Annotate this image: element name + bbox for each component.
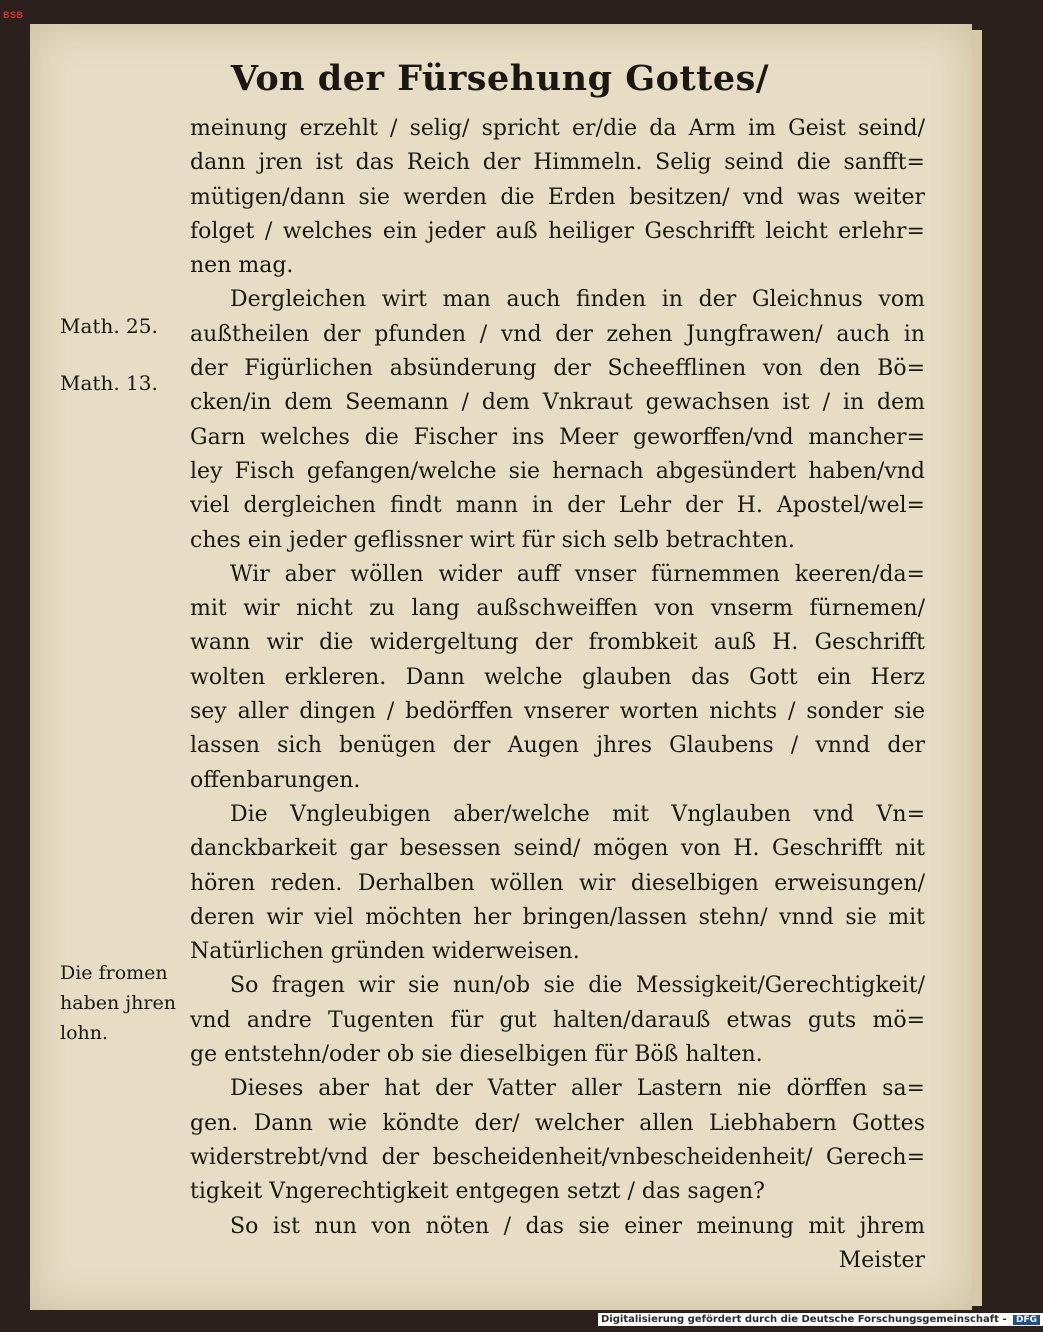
text-line: der Figürlichen absünderung der Scheefflinen von den Bö= (190, 356, 925, 382)
digitization-footer (598, 1313, 1043, 1326)
bsb-logo: BSB (3, 10, 24, 20)
margin-note-frommen (60, 958, 176, 1048)
body-text (190, 112, 925, 1278)
text-line: lassen sich benügen der Augen jhres Glaubens / vnnd der (190, 733, 925, 759)
text-line: cken/in dem Seemann / dem Vnkraut gewachsen ist / in dem (190, 390, 925, 416)
text-line: ley Fisch gefangen/welche sie hernach abgesündert haben/vnd (190, 458, 925, 484)
text-line: So fragen wir sie nun/ob sie die Messigkeit/Gerechtigkeit/ (230, 973, 925, 999)
text-line: meinung erzehlt / selig/ spricht er/die da Arm im Geist seind/ (190, 116, 925, 141)
margin-note-line: lohn. (60, 1022, 109, 1044)
page-title: Von der Fürsehung Gottes/ (230, 58, 770, 99)
page-edge (972, 30, 982, 1306)
text-line: Garn welches die Fischer ins Meer geworffen/vnd mancher= (190, 424, 925, 450)
text-line: deren wir viel möchten her bringen/lassen stehn/ vnnd sie mit (190, 904, 925, 930)
text-line: Dieses aber hat der Vatter aller Lastern nie dörffen sa= (230, 1076, 925, 1102)
catchword: Meister (838, 1247, 925, 1273)
text-line: viel dergleichen findt mann in der Lehr der H. Apostel/wel= (190, 493, 925, 519)
margin-note-math25: Math. 25. (60, 314, 158, 338)
text-line: folget / welches ein jeder auß heiliger Geschrifft leicht erlehr= (190, 218, 925, 244)
text-line: dann jren ist das Reich der Himmeln. Selig seind die sanfft= (190, 150, 925, 176)
text-line: ches ein jeder geflissner wirt für sich selb betrachten. (190, 527, 795, 553)
text-line: nen mag. (190, 253, 294, 279)
text-line: wolten erkleren. Dann welche glauben das Gott ein Herz (190, 664, 925, 690)
text-line: Wir aber wöllen wider auff vnser fürnemmen keeren/da= (230, 561, 925, 587)
dfg-logo: DFG (1013, 1315, 1040, 1325)
text-line: Natürlichen gründen widerweisen. (190, 939, 580, 965)
text-line: danckbarkeit gar besessen seind/ mögen von H. Geschrifft nit (190, 836, 925, 862)
text-line: ge entstehn/oder ob sie dieselbigen für Böß halten. (190, 1042, 763, 1068)
text-line: widerstrebt/vnd der bescheidenheit/vnbescheidenheit/ Gerech= (190, 1144, 925, 1170)
text-line: gen. Dann wie köndte der/ welcher allen Liebhabern Gottes (190, 1110, 925, 1136)
text-line: tigkeit Vngerechtigkeit entgegen setzt / das sagen? (190, 1179, 765, 1205)
margin-note-math13: Math. 13. (60, 371, 158, 395)
text-line: sey aller dingen / bedörffen vnserer worten nichts / sonder sie (190, 699, 925, 725)
margin-note-line: haben jhren (60, 992, 176, 1014)
text-line: Dergleichen wirt man auch finden in der Gleichnus vom (230, 287, 925, 313)
text-line: Die Vngleubigen aber/welche mit Vnglauben vnd Vn= (230, 801, 925, 827)
footer-text: Digitalisierung gefördert durch die Deutsche Forschungsgemeinschaft - (601, 1314, 1007, 1325)
text-line: hören reden. Derhalben wöllen wir dieselbigen erweisungen/ (190, 870, 925, 896)
text-line: offenbarungen. (190, 767, 361, 793)
text-line: So ist nun von nöten / das sie einer meinung mit jhrem (230, 1213, 925, 1239)
margin-note-line: Die fromen (60, 962, 168, 984)
text-line: vnd andre Tugenten für gut halten/darauß etwas guts mö= (190, 1007, 925, 1033)
text-line: mütigen/dann sie werden die Erden besitzen/ vnd was weiter (190, 184, 925, 210)
text-line: mit wir nicht zu lang außschweiffen von vnserm fürnemen/ (190, 596, 925, 622)
text-line: wann wir die widergeltung der frombkeit auß H. Geschrifft (190, 630, 925, 656)
text-line: außtheilen der pfunden / vnd der zehen Jungfrawen/ auch in (190, 321, 925, 347)
